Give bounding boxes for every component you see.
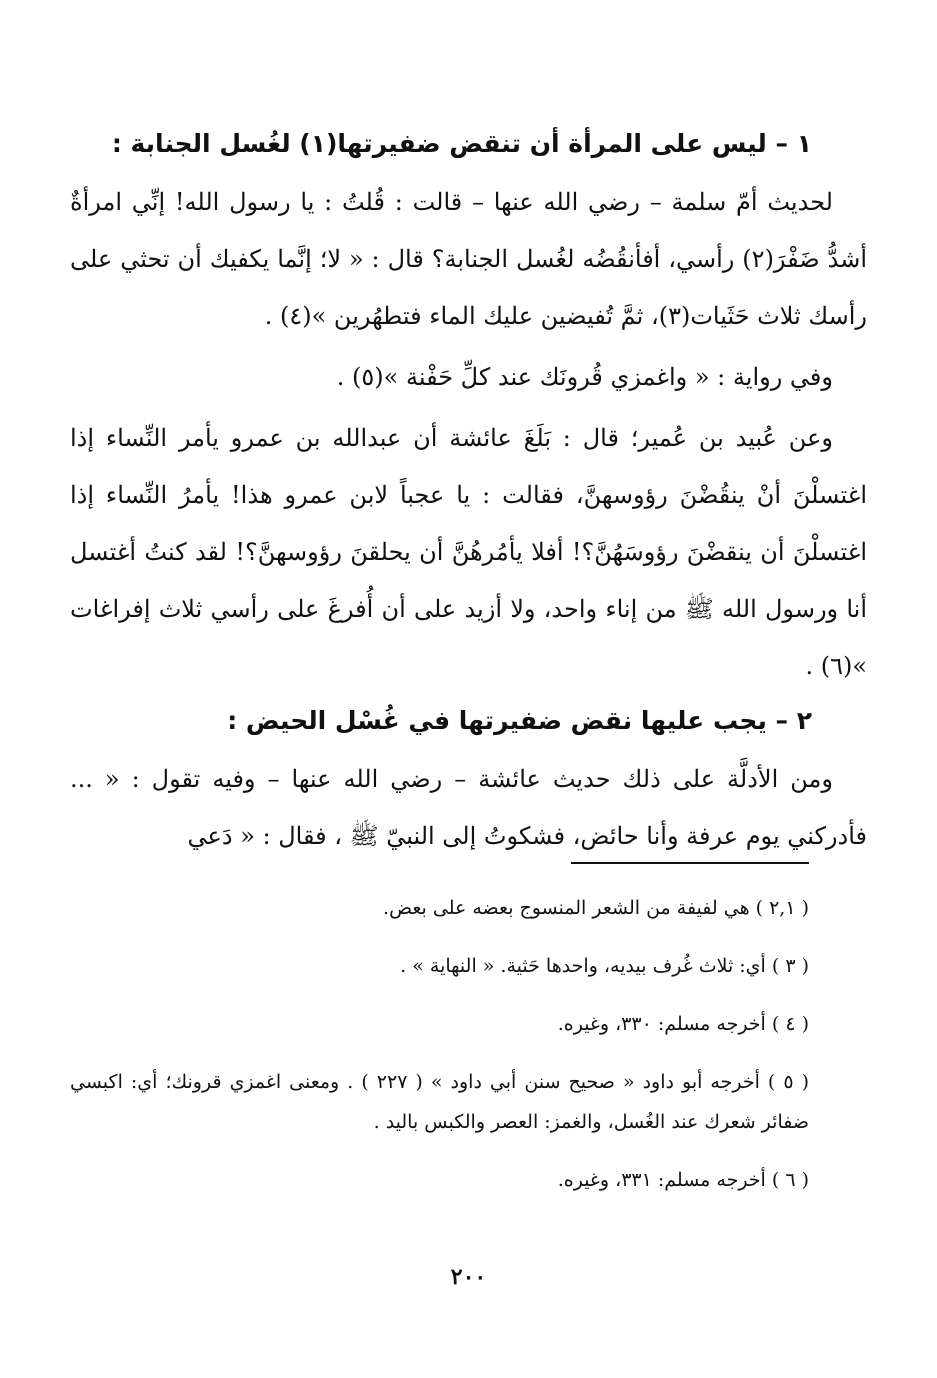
footnote-text: أخرجه مسلم: ٣٣١، وغيره. [557, 1169, 766, 1191]
footnote-text: أخرجه أبو داود « صحيح سنن أبي داود » ( ٢٢٧ ) . ومعنى اغمزي قرونك؛ أي: اكبسي ضفائر شعرك عند الغُسل، والغمز: العصر والكبس باليد . [70, 1071, 809, 1133]
footnote-number: ( ٣ ) [771, 955, 809, 977]
section-heading: ٢ – يجب عليها نقض ضفيرتها في غُسْل الحيض : [227, 706, 812, 735]
footnote-number: ( ٢,١ ) [755, 897, 809, 919]
paragraph: وفي رواية : « واغمزي قُرونَك عند كلِّ حَفْنة »(٥) . [336, 363, 833, 391]
section-2 [70, 695, 867, 865]
footnote [70, 1160, 809, 1200]
footnote [70, 946, 809, 986]
main-text [70, 118, 867, 865]
footnote-separator [571, 862, 809, 864]
footnote [70, 888, 809, 928]
paragraph: وعن عُبيد بن عُمير؛ قال : بَلَغَ عائشة أن عبدالله بن عمرو يأمر النِّساء إذا اغتسلْنَ أنْ ينقُضْنَ رؤوسهنَّ، فقالت : يا عجباً لابن عمرو هذا! يأمرُ النِّساء إذا اغتسلْنَ أن ينقضْنَ رؤوسَهُنَّ؟! أفلا يأمُرهُنَّ أن يحلقنَ رؤوسهنَّ؟! لقد كنتُ أغتسل أنا ورسول الله ﷺ من إناء واحد، ولا أزيد على أن أُفرغَ على رأسي ثلاث إفراغات »(٦) . [70, 424, 867, 680]
footnote [70, 1062, 809, 1142]
section-heading: ١ – ليس على المرأة أن تنقض ضفيرتها(١) لغُسل الجنابة : [111, 129, 812, 158]
footnote-number: ( ٤ ) [771, 1013, 809, 1035]
footnote-text: أي: ثلاث غُرف بيديه، واحدها حَثية. « النهاية » . [400, 955, 766, 977]
paragraph: ومن الأدلَّة على ذلك حديث عائشة – رضي الله عنها – وفيه تقول : « ... فأدركني يوم عرفة وأنا حائض، فشكوتُ إلى النبيّ ﷺ ، فقال : « دَعي [70, 765, 867, 850]
footnote-number: ( ٥ ) [767, 1071, 810, 1093]
paragraph: لحديث أمّ سلمة – رضي الله عنها – قالت : قُلتُ : يا رسول الله! إنِّي امرأةٌ أشدُّ ضَفْرَ(٢) رأسي، أفأنقُضُه لغُسل الجنابة؟ قال : « لا؛ إنَّما يكفيك أن تحثي على رأسك ثلاث حَثَيات(٣)، ثمَّ تُفيضين عليك الماء فتطهُرين »(٤) . [70, 188, 867, 330]
footnote-number: ( ٦ ) [771, 1169, 809, 1191]
footnote [70, 1004, 809, 1044]
page-number: ٢٠٠ [450, 1264, 487, 1290]
footnotes [70, 888, 809, 1218]
footnote-text: هي لفيفة من الشعر المنسوج بعضه على بعض. [383, 897, 750, 919]
footnote-text: أخرجه مسلم: ٣٣٠، وغيره. [557, 1013, 766, 1035]
section-1 [70, 118, 867, 695]
